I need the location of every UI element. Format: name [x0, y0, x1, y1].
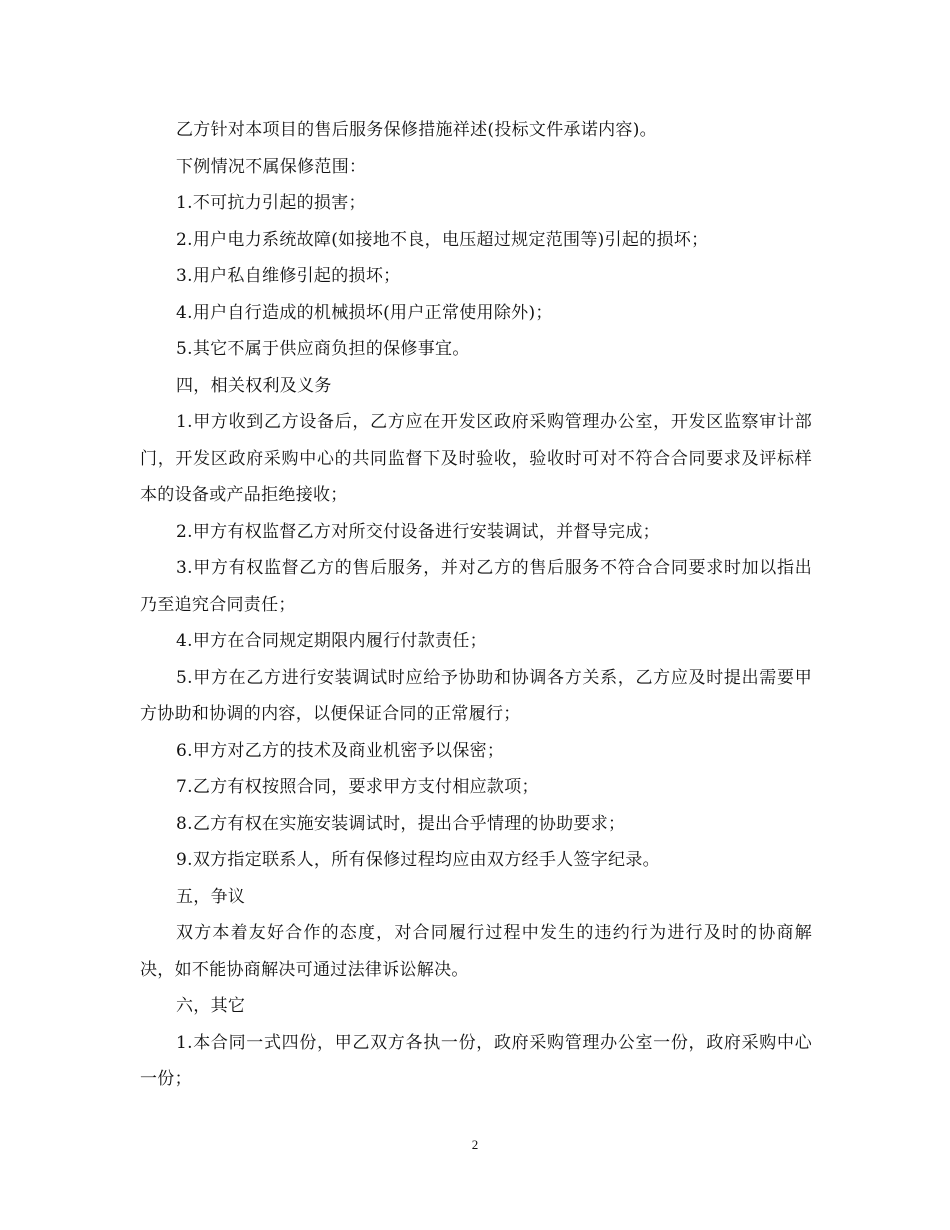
- paragraph-exclusions-heading: 下例情况不属保修范围：: [176, 156, 367, 177]
- paragraph-exclusion-4: 4.用户自行造成的机械损坏(用户正常使用除外)；: [176, 302, 553, 323]
- page-number: 2: [471, 1137, 479, 1152]
- section-heading-rights: 四，相关权利及义务: [176, 375, 332, 396]
- section-heading-other: 六，其它: [176, 996, 246, 1016]
- paragraph-exclusion-2: 2.用户电力系统故障(如接地不良，电压超过规定范围等)引起的损坏；: [176, 229, 709, 250]
- paragraph-right-6: 6.甲方对乙方的技术及商业机密予以保密；: [176, 740, 505, 761]
- paragraph-right-3: 3.甲方有权监督乙方的售后服务，并对乙方的售后服务不符合合同要求时加以指出乃至追究合同责任；: [140, 558, 812, 615]
- paragraph-right-4: 4.甲方在合同规定期限内履行付款责任；: [176, 631, 487, 651]
- paragraph-dispute: 双方本着友好合作的态度，对合同履行过程中发生的违约行为进行及时的协商解决，如不能协商解决可通过法律诉讼解决。: [140, 923, 812, 980]
- section-heading-dispute: 五，争议: [176, 886, 246, 907]
- paragraph-right-9: 9.双方指定联系人，所有保修过程均应由双方经手人签字纪录。: [176, 850, 660, 870]
- paragraph-warranty-measures: 乙方针对本项目的售后服务保修措施祥述(投标文件承诺内容)。: [176, 120, 657, 140]
- paragraph-right-2: 2.甲方有权监督乙方对所交付设备进行安装调试，并督导完成；: [176, 521, 660, 542]
- paragraph-right-8: 8.乙方有权在实施安装调试时，提出合乎情理的协助要求；: [176, 813, 626, 834]
- paragraph-right-1: 1.甲方收到乙方设备后，乙方应在开发区政府采购管理办公室，开发区监察审计部门，开发区政府采购中心的共同监督下及时验收，验收时可对不符合合同要求及评标样本的设备或产品拒绝接收；: [140, 412, 812, 505]
- document-body: [140, 112, 812, 1098]
- paragraph-exclusion-5: 5.其它不属于供应商负担的保修事宜。: [176, 339, 470, 359]
- paragraph-right-7: 7.乙方有权按照合同，要求甲方支付相应款项；: [176, 777, 539, 797]
- paragraph-other-1: 1.本合同一式四份，甲乙双方各执一份，政府采购管理办公室一份，政府采购中心一份；: [140, 1032, 812, 1089]
- paragraph-exclusion-1: 1.不可抗力引起的损害；: [176, 193, 366, 213]
- paragraph-exclusion-3: 3.用户私自维修引起的损坏；: [176, 266, 401, 286]
- paragraph-right-5: 5.甲方在乙方进行安装调试时应给予协助和协调各方关系，乙方应及时提出需要甲方协助和协调的内容，以便保证合同的正常履行；: [140, 667, 812, 724]
